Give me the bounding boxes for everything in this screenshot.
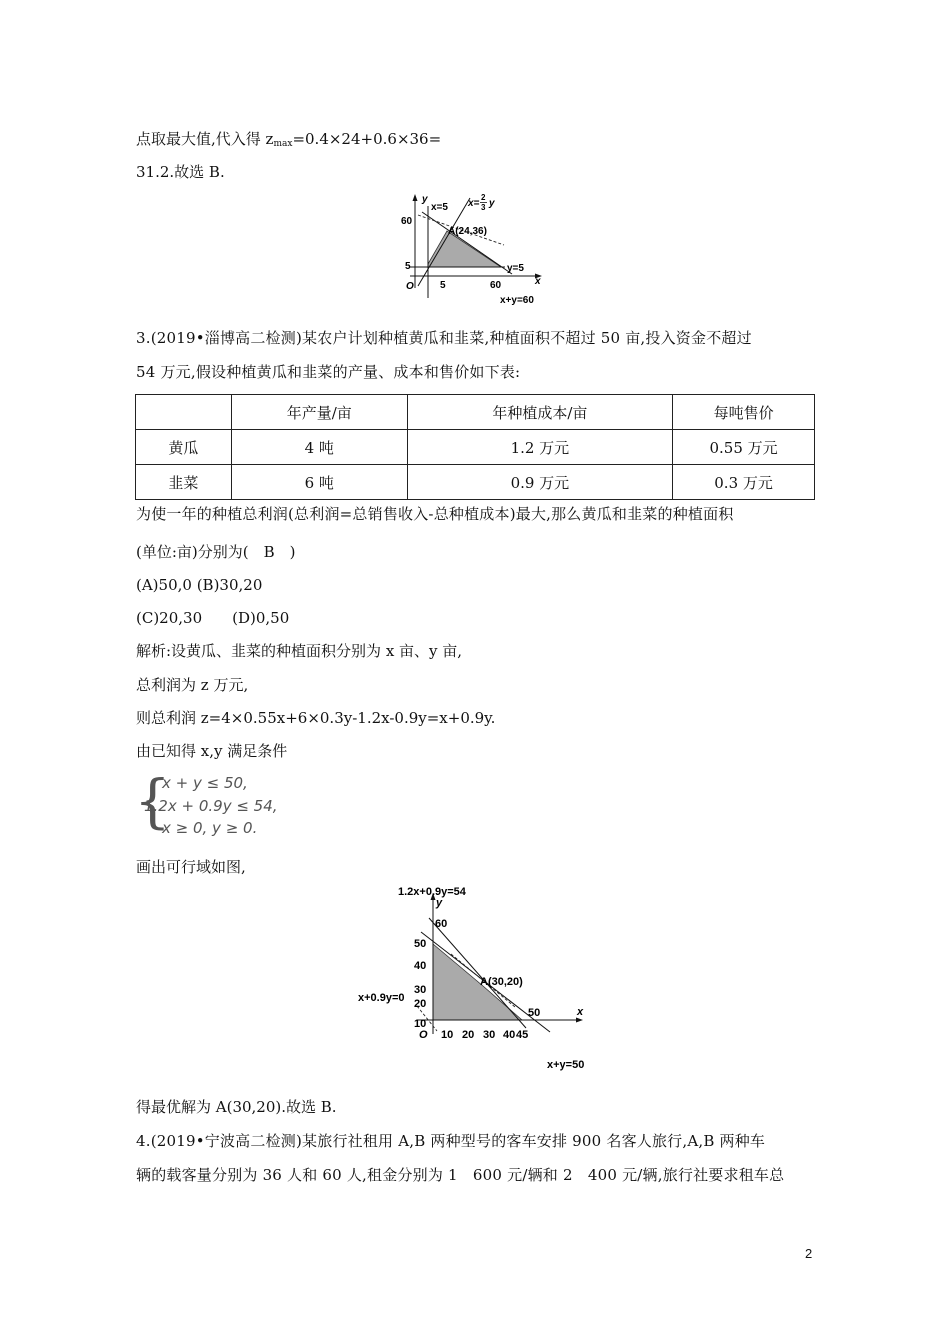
table-header-cell: 每吨售价 [673, 395, 815, 430]
table-cell: 6 吨 [231, 465, 407, 500]
label-y-10: 10 [414, 1018, 427, 1030]
q4-line-1: 4.(2019•宁波高二检测)某旅行社租用 A,B 两种型号的客车安排 900 名客人旅行,A,B 两种车 [136, 1132, 766, 1150]
q3-line-2: 54 万元,假设种植黄瓜和韭菜的产量、成本和售价如下表: [136, 363, 521, 381]
label-origin: O [419, 1029, 428, 1041]
label-x-axis: x [577, 1006, 584, 1018]
label-y: y [422, 194, 428, 205]
label-y-5: 5 [405, 261, 411, 272]
table-header-cell [136, 395, 232, 430]
table-header-row [136, 395, 815, 430]
label-point-a: A(30,20) [480, 976, 523, 988]
label-x-20: 20 [462, 1029, 475, 1041]
options-line-1: (A)50,0 (B)30,20 [136, 576, 263, 594]
table-row [136, 430, 815, 465]
text-suffix: =0.4×24+0.6×36= [292, 130, 442, 148]
page-number: 2 [805, 1246, 813, 1261]
table-row [136, 465, 815, 500]
table-cell: 0.55 万元 [673, 430, 815, 465]
label-y-50: 50 [414, 938, 427, 950]
answer-line-2: 31.2.故选 B. [136, 163, 225, 181]
figure-feasible-region-2 [355, 882, 600, 1077]
data-table [135, 394, 815, 500]
solution-line-max [136, 128, 441, 155]
label-frac-den: 3 [481, 203, 486, 212]
conclusion-line: 得最优解为 A(30,20).故选 B. [136, 1098, 337, 1116]
label-x-30: 30 [483, 1029, 496, 1041]
label-top-line: 1.2x+0.9y=54 [398, 886, 466, 898]
label-y-30: 30 [414, 984, 427, 996]
table-header-cell: 年产量/亩 [231, 395, 407, 430]
label-y: y [436, 897, 443, 909]
label-x-10: 10 [441, 1029, 454, 1041]
constraint-row-2: 1.2x + 0.9y ≤ 54, [144, 797, 278, 815]
label-x-60: 60 [490, 280, 502, 291]
constraint-row-3: x ≥ 0, y ≥ 0. [162, 819, 258, 837]
analysis-line-4: 由已知得 x,y 满足条件 [136, 742, 288, 760]
text-prefix: 点取最大值,代入得 z [136, 130, 274, 148]
constraint-system [134, 767, 284, 838]
analysis-line-3: 则总利润 z=4×0.55x+6×0.3y-1.2x-0.9y=x+0.9y. [136, 709, 496, 727]
label-y-60: 60 [435, 918, 448, 930]
table-cell: 4 吨 [231, 430, 407, 465]
constraint-row-1: x + y ≤ 50, [162, 774, 248, 792]
label-point-a: A(24,36) [448, 226, 487, 237]
table-cell: 0.9 万元 [407, 465, 673, 500]
figure-feasible-region-1 [400, 190, 550, 310]
label-sum-line: x+y=50 [547, 1059, 585, 1071]
label-origin: O [406, 281, 414, 292]
label-x-plus-y-60: x+y=60 [500, 295, 534, 306]
system-brace: { [134, 767, 171, 835]
draw-region-text: 画出可行域如图, [136, 858, 246, 876]
question-text-line-2: (单位:亩)分别为( B ) [136, 543, 296, 561]
table-cell: 黄瓜 [136, 430, 232, 465]
analysis-line-1: 解析:设黄瓜、韭菜的种植面积分别为 x 亩、y 亩, [136, 642, 463, 660]
analysis-line-2: 总利润为 z 万元, [136, 676, 249, 694]
q4-line-2: 辆的载客量分别为 36 人和 60 人,租金分别为 1 600 元/辆和 2 400 元/辆,旅行社要求租车总 [136, 1166, 785, 1184]
options-line-2: (C)20,30 (D)0,50 [136, 609, 290, 627]
q3-line-1: 3.(2019•淄博高二检测)某农户计划种植黄瓜和韭菜,种植面积不超过 50 亩,投入资金不超过 [136, 329, 752, 347]
table-cell: 韭菜 [136, 465, 232, 500]
label-y-40: 40 [414, 960, 427, 972]
label-y-eq-5: y=5 [507, 263, 524, 274]
label-x-45: 45 [516, 1029, 529, 1041]
label-x-50: 50 [528, 1007, 541, 1019]
label-frac-num: 2 [481, 193, 486, 202]
label-x-5: 5 [440, 280, 446, 291]
label-y-60: 60 [401, 216, 413, 227]
table-cell: 0.3 万元 [673, 465, 815, 500]
label-x-40: 40 [503, 1029, 516, 1041]
label-x-eq-5: x=5 [431, 202, 448, 213]
table-header-cell: 年种植成本/亩 [407, 395, 673, 430]
question-text-line-1: 为使一年的种植总利润(总利润=总销售收入-总种植成本)最大,那么黄瓜和韭菜的种植面积 [136, 505, 734, 523]
label-y-20: 20 [414, 998, 427, 1010]
label-x-axis: x [535, 276, 541, 287]
label-x-eq: x= [468, 198, 480, 209]
subscript-max: max [273, 139, 293, 149]
table-cell: 1.2 万元 [407, 430, 673, 465]
label-objective-line: x+0.9y=0 [358, 992, 405, 1004]
label-frac-var: y [489, 198, 495, 209]
